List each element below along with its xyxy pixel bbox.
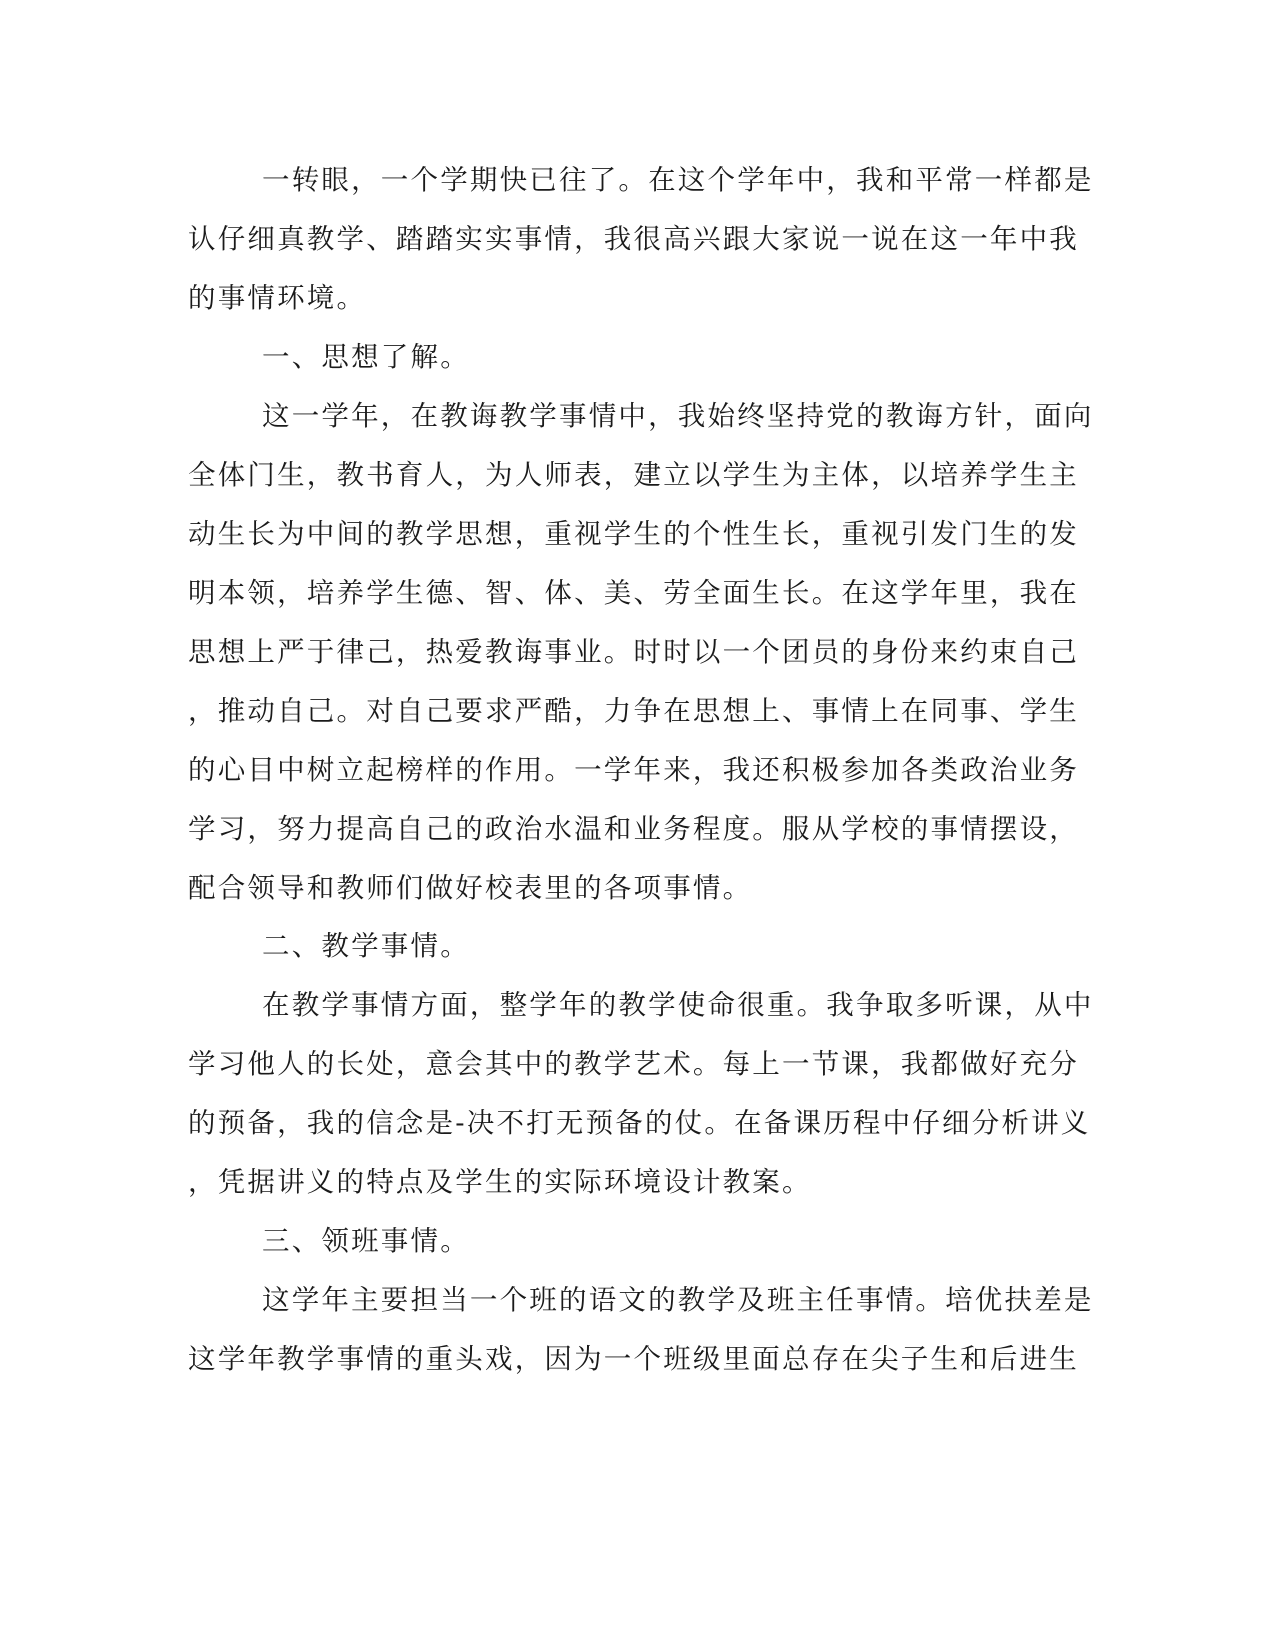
text-line: 的心目中树立起榜样的作用。一学年来，我还积极参加各类政治业务 — [188, 754, 1079, 786]
section-heading: 二、教学事情。 — [262, 930, 470, 962]
text-line: 在教学事情方面，整学年的教学使命很重。我争取多听课，从中 — [262, 989, 1094, 1021]
text-line: 一转眼，一个学期快已往了。在这个学年中，我和平常一样都是 — [262, 164, 1094, 196]
text-line: 认仔细真教学、踏踏实实事情，我很高兴跟大家说一说在这一年中我 — [188, 223, 1079, 255]
section-heading: 一、思想了解。 — [262, 341, 470, 373]
text-line: 明本领，培养学生德、智、体、美、劳全面生长。在这学年里，我在 — [188, 577, 1079, 609]
text-line: ，凭据讲义的特点及学生的实际环境设计教案。 — [188, 1166, 812, 1198]
text-line: 学习他人的长处，意会其中的教学艺术。每上一节课，我都做好充分 — [188, 1048, 1079, 1080]
text-line: 的预备，我的信念是-决不打无预备的仗。在备课历程中仔细分析讲义 — [188, 1107, 1091, 1139]
text-line: 这学年教学事情的重头戏，因为一个班级里面总存在尖子生和后进生 — [188, 1343, 1079, 1375]
text-line: 配合领导和教师们做好校表里的各项事情。 — [188, 872, 753, 904]
section-heading: 三、领班事情。 — [262, 1225, 470, 1257]
text-line: 这学年主要担当一个班的语文的教学及班主任事情。培优扶差是 — [262, 1284, 1094, 1316]
text-line: 学习，努力提高自己的政治水温和业务程度。服从学校的事情摆设， — [188, 813, 1079, 845]
text-line: 全体门生，教书育人，为人师表，建立以学生为主体，以培养学生主 — [188, 459, 1079, 491]
text-line: 思想上严于律己，热爱教诲事业。时时以一个团员的身份来约束自己 — [188, 636, 1079, 668]
text-line: 动生长为中间的教学思想，重视学生的个性生长，重视引发门生的发 — [188, 518, 1079, 550]
text-line: ，推动自己。对自己要求严酷，力争在思想上、事情上在同事、学生 — [188, 695, 1079, 727]
text-line: 这一学年，在教诲教学事情中，我始终坚持党的教诲方针，面向 — [262, 400, 1094, 432]
text-line: 的事情环境。 — [188, 282, 367, 314]
